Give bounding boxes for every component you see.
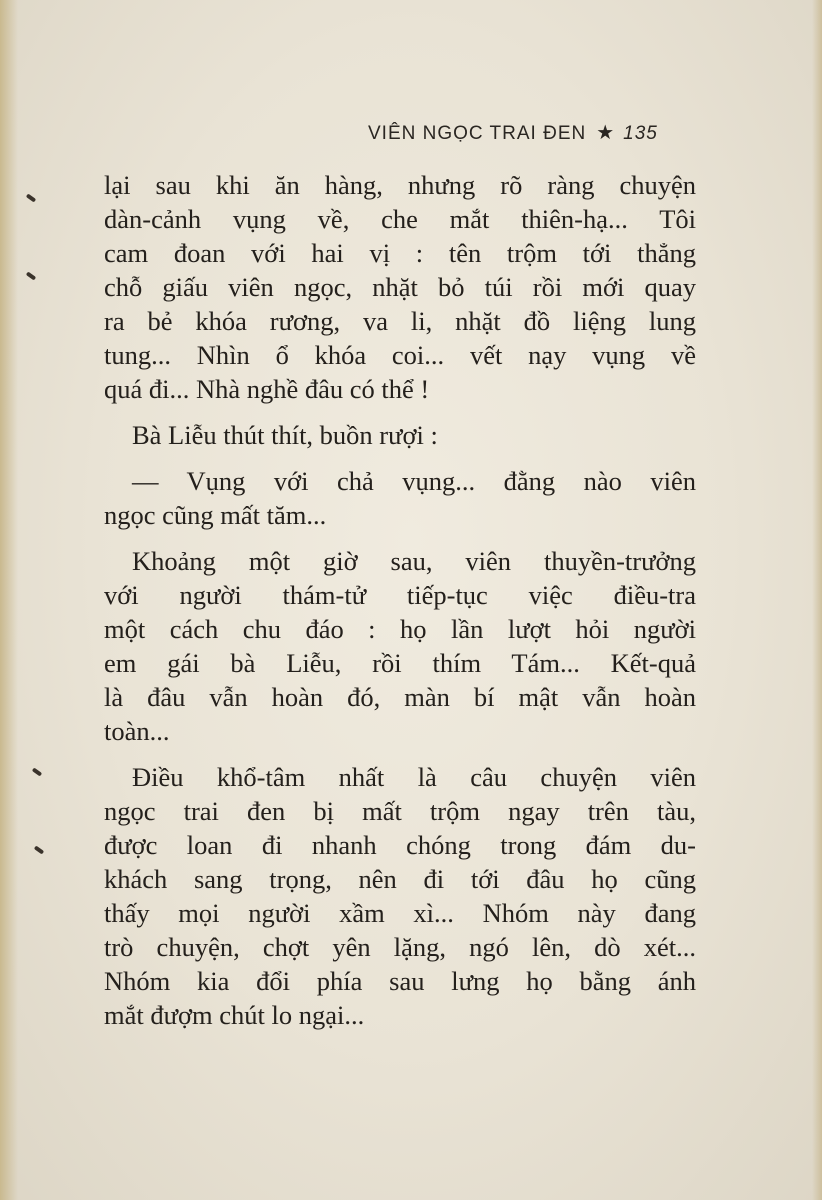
margin-mark [26, 193, 36, 202]
text-line: cam đoan với hai vị : tên trộm tới thẳng [104, 238, 696, 268]
paragraph-4 [104, 544, 696, 748]
text-line: ngọc cũng mất tăm... [104, 500, 327, 530]
running-head [368, 120, 658, 145]
body-text [104, 168, 696, 1032]
text-line: mắt đượm chút lo ngại... [104, 1000, 365, 1030]
text-line: được loan đi nhanh chóng trong đám du- [104, 830, 696, 860]
text-line: quá đi... Nhà nghề đâu có thể ! [104, 374, 430, 404]
text-line: chỗ giấu viên ngọc, nhặt bỏ túi rồi mới quay [104, 272, 696, 302]
star-icon: ★ [596, 122, 616, 144]
text-line: tung... Nhìn ổ khóa coi... vết nạy vụng về [104, 340, 696, 370]
paragraph-3 [104, 464, 696, 532]
text-line: lại sau khi ăn hàng, nhưng rõ ràng chuyện [104, 170, 696, 200]
text-line: là đâu vẫn hoàn đó, màn bí mật vẫn hoàn [104, 682, 696, 712]
text-line: toàn... [104, 716, 170, 746]
text-line: một cách chu đáo : họ lần lượt hỏi người [104, 614, 696, 644]
text-line: dàn-cảnh vụng về, che mắt thiên-hạ... Tôi [104, 204, 696, 234]
text-line: khách sang trọng, nên đi tới đâu họ cũng [104, 864, 696, 894]
paragraph-5 [104, 760, 696, 1032]
text-line: Bà Liễu thút thít, buồn rượi : [132, 420, 438, 450]
page-number: 135 [623, 123, 658, 144]
text-line: em gái bà Liễu, rồi thím Tám... Kết-quả [104, 648, 696, 678]
book-title: VIÊN NGỌC TRAI ĐEN [368, 123, 587, 144]
margin-mark [26, 271, 36, 280]
margin-mark [34, 845, 44, 854]
text-line: Khoảng một giờ sau, viên thuyền-trưởng [132, 546, 696, 576]
margin-mark [32, 767, 42, 776]
paragraph-1 [104, 168, 696, 406]
text-line: trò chuyện, chợt yên lặng, ngó lên, dò xét... [104, 932, 696, 962]
text-line: ra bẻ khóa rương, va li, nhặt đồ liệng lung [104, 306, 696, 336]
text-line: thấy mọi người xầm xì... Nhóm này đang [104, 898, 696, 928]
paragraph-2 [104, 418, 696, 452]
text-line: — Vụng với chả vụng... đằng nào viên [132, 466, 696, 496]
text-line: Điều khổ-tâm nhất là câu chuyện viên [132, 762, 696, 792]
text-line: ngọc trai đen bị mất trộm ngay trên tàu, [104, 796, 696, 826]
text-line: Nhóm kia đổi phía sau lưng họ bằng ánh [104, 966, 696, 996]
text-line: với người thám-tử tiếp-tục việc điều-tra [104, 580, 696, 610]
